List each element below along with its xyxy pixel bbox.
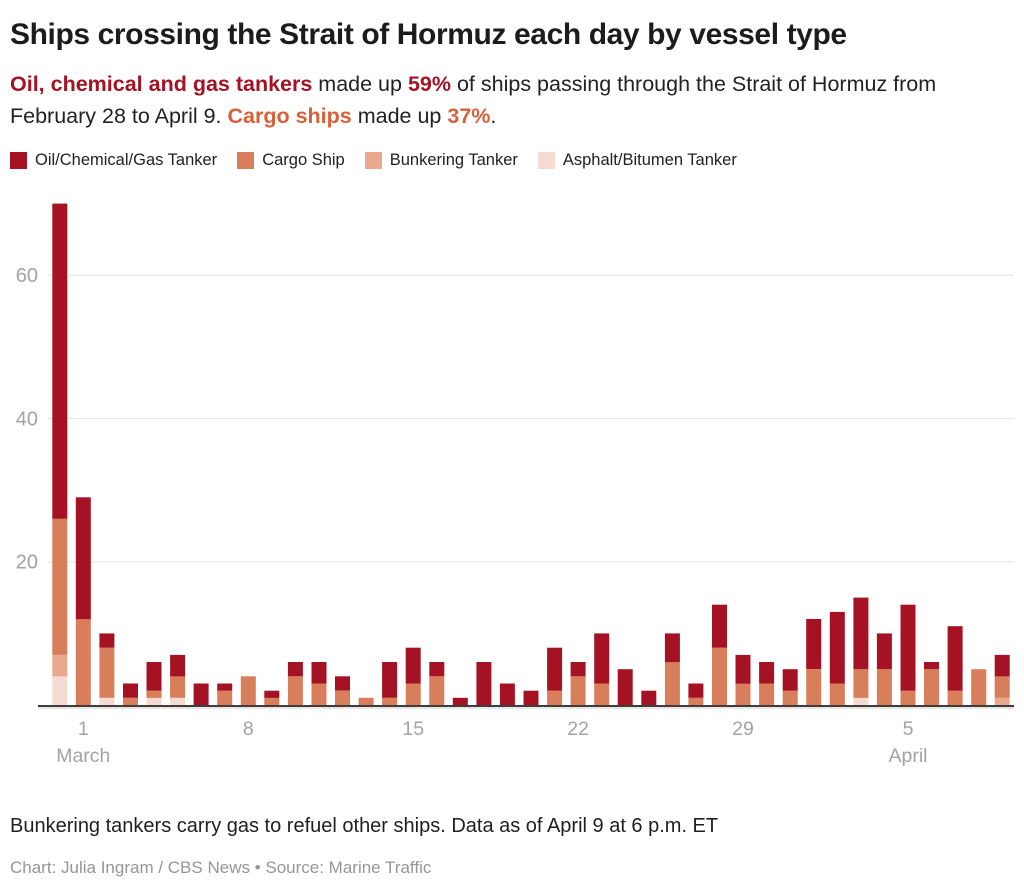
bar-segment[interactable]: [500, 683, 515, 705]
legend-item-bunkering-tanker: [365, 151, 518, 170]
legend-label: Bunkering Tanker: [389, 150, 518, 169]
bar-segment[interactable]: [853, 597, 868, 669]
bar-segment[interactable]: [806, 619, 821, 669]
bar-segment[interactable]: [901, 690, 916, 704]
chart-area: [10, 200, 1014, 775]
bar-segment[interactable]: [665, 633, 680, 662]
bar-segment[interactable]: [924, 662, 939, 669]
y-tick-label: 20: [15, 551, 38, 574]
bar-segment[interactable]: [476, 662, 491, 705]
legend-label: Cargo Ship: [262, 150, 345, 169]
bar-segment[interactable]: [877, 633, 892, 669]
bar-segment[interactable]: [312, 683, 327, 705]
bar-segment[interactable]: [406, 683, 421, 705]
bar-segment[interactable]: [877, 669, 892, 705]
bar-segment[interactable]: [712, 647, 727, 704]
bar-segment[interactable]: [170, 697, 185, 704]
x-tick-label: 29: [732, 717, 754, 740]
subtitle-cargo-percent: 37%: [447, 104, 491, 129]
legend-swatch-cargo: [237, 152, 254, 169]
bar-segment[interactable]: [971, 669, 986, 705]
bar-segment[interactable]: [665, 662, 680, 705]
bar-segment[interactable]: [830, 611, 845, 683]
bar-segment[interactable]: [806, 669, 821, 705]
bar-segment[interactable]: [594, 633, 609, 683]
bar-segment[interactable]: [594, 683, 609, 705]
bar-segment[interactable]: [335, 676, 350, 690]
bar-segment[interactable]: [783, 690, 798, 704]
bar-segment[interactable]: [147, 662, 162, 691]
bar-segment[interactable]: [312, 662, 327, 684]
bar-segment[interactable]: [241, 676, 256, 705]
x-tick-label: 5: [902, 717, 914, 740]
bar-segment[interactable]: [382, 662, 397, 698]
bar-segment[interactable]: [52, 518, 67, 654]
x-tick-label: 1: [77, 717, 89, 740]
legend-swatch-asphalt: [538, 152, 555, 169]
bar-segment[interactable]: [52, 654, 67, 676]
bar-segment[interactable]: [759, 683, 774, 705]
bar-segment[interactable]: [123, 697, 138, 704]
legend-swatch-bunkering: [365, 152, 382, 169]
bar-segment[interactable]: [453, 697, 468, 704]
bar-segment[interactable]: [688, 697, 703, 704]
chart-legend: [10, 151, 1014, 170]
bar-segment[interactable]: [429, 662, 444, 676]
bar-segment[interactable]: [783, 669, 798, 691]
bar-segment[interactable]: [406, 647, 421, 683]
bar-segment[interactable]: [170, 676, 185, 698]
bar-segment[interactable]: [736, 654, 751, 683]
subtitle-text: of ships passing through the Strait of Hormuz from February 28 to April 9.: [10, 72, 937, 129]
bar-segment[interactable]: [688, 683, 703, 697]
x-tick-label: 8: [242, 717, 254, 740]
bar-segment[interactable]: [618, 669, 633, 705]
legend-item-asphalt-bitumen-tanker: [538, 151, 737, 170]
x-tick-label: 15: [402, 717, 425, 740]
bar-segment[interactable]: [901, 604, 916, 690]
bar-segment[interactable]: [948, 626, 963, 691]
bar-segment[interactable]: [524, 690, 539, 704]
subtitle-highlight-cargo: Cargo ships: [227, 104, 352, 129]
bar-segment[interactable]: [571, 662, 586, 676]
bar-segment[interactable]: [194, 683, 209, 705]
subtitle-text: made up: [312, 72, 408, 96]
legend-label: Asphalt/Bitumen Tanker: [562, 150, 737, 169]
bar-segment[interactable]: [123, 683, 138, 697]
bar-segment[interactable]: [429, 676, 444, 705]
bar-segment[interactable]: [52, 676, 67, 705]
bar-segment[interactable]: [995, 654, 1010, 676]
bar-segment[interactable]: [641, 690, 656, 704]
subtitle-text: .: [490, 104, 497, 129]
subtitle-oil-percent: 59%: [407, 72, 451, 96]
footnote: Bunkering tankers carry gas to refuel other ships. Data as of April 9 at 6 p.m. ET: [10, 814, 719, 837]
bar-segment[interactable]: [99, 647, 114, 697]
bar-segment[interactable]: [547, 690, 562, 704]
month-label: March: [56, 744, 111, 767]
legend-label: Oil/Chemical/Gas Tanker: [35, 150, 218, 169]
bar-segment[interactable]: [147, 697, 162, 704]
credit-line: Chart: Julia Ingram / CBS News • Source: Marine Traffic: [10, 857, 432, 877]
bar-segment[interactable]: [264, 697, 279, 704]
legend-item-oil-chemical-gas-tanker: [10, 151, 217, 170]
bar-segment[interactable]: [571, 676, 586, 705]
bar-segment[interactable]: [359, 697, 374, 704]
bar-segment[interactable]: [288, 662, 303, 676]
bar-segment[interactable]: [99, 633, 114, 647]
bar-segment[interactable]: [264, 690, 279, 697]
bar-segment[interactable]: [948, 690, 963, 704]
x-tick-label: 22: [567, 717, 589, 740]
legend-swatch-oil: [10, 152, 27, 169]
bar-segment[interactable]: [99, 697, 114, 704]
bar-segment[interactable]: [995, 676, 1010, 698]
bar-segment[interactable]: [335, 690, 350, 704]
bar-segment[interactable]: [76, 497, 91, 619]
bar-segment[interactable]: [288, 676, 303, 705]
bar-segment[interactable]: [853, 669, 868, 698]
bar-segment[interactable]: [382, 697, 397, 704]
bar-segment[interactable]: [170, 654, 185, 676]
chart-subtitle: [10, 68, 1014, 133]
bar-segment[interactable]: [759, 662, 774, 684]
chart-title: Ships crossing the Strait of Hormuz each day by vessel type: [10, 18, 847, 51]
bar-segment[interactable]: [217, 683, 232, 690]
bar-segment[interactable]: [830, 683, 845, 705]
stacked-bar-chart: [10, 200, 1014, 770]
month-label: April: [888, 744, 928, 767]
y-tick-label: 40: [15, 407, 38, 430]
bar-segment[interactable]: [217, 690, 232, 704]
bar-segment[interactable]: [995, 697, 1010, 704]
y-tick-label: 60: [15, 264, 38, 287]
bar-segment[interactable]: [547, 647, 562, 690]
subtitle-highlight-oil: Oil, chemical and gas tankers: [10, 72, 313, 96]
bar-segment[interactable]: [712, 604, 727, 647]
bar-segment[interactable]: [736, 683, 751, 705]
bar-segment[interactable]: [52, 203, 67, 518]
bar-segment[interactable]: [147, 690, 162, 697]
subtitle-text: made up: [351, 104, 448, 129]
legend-item-cargo-ship: [237, 151, 345, 170]
bar-segment[interactable]: [853, 697, 868, 704]
bar-segment[interactable]: [76, 619, 91, 705]
bar-segment[interactable]: [924, 669, 939, 705]
